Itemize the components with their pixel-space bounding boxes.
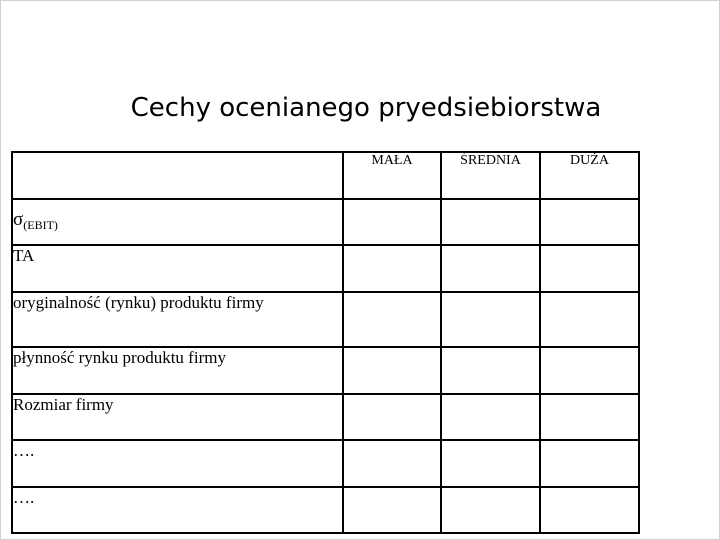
table-cell xyxy=(540,292,639,347)
characteristics-table xyxy=(11,151,640,534)
ebit-subscript: (EBIT) xyxy=(23,218,58,232)
row-label: TA xyxy=(12,245,343,292)
table-row xyxy=(12,347,639,394)
table-cell xyxy=(441,394,540,440)
row-label: oryginalność (rynku) produktu firmy xyxy=(12,292,343,347)
table-cell xyxy=(343,245,441,292)
table-row xyxy=(12,199,639,245)
table-cell xyxy=(441,245,540,292)
row-label: Rozmiar firmy xyxy=(12,394,343,440)
table-cell xyxy=(343,487,441,533)
header-cell-large: DUŻA xyxy=(540,152,639,199)
row-label: płynność rynku produktu firmy xyxy=(12,347,343,394)
table-cell xyxy=(441,487,540,533)
sigma-symbol: σ xyxy=(13,209,24,230)
table-cell xyxy=(540,394,639,440)
table-cell xyxy=(343,394,441,440)
table-cell xyxy=(343,440,441,487)
table-cell xyxy=(540,487,639,533)
header-cell-medium: ŚREDNIA xyxy=(441,152,540,199)
table-cell xyxy=(343,347,441,394)
table-cell xyxy=(441,199,540,245)
table-cell xyxy=(441,347,540,394)
row-label: …. xyxy=(12,487,343,533)
header-cell-small: MAŁA xyxy=(343,152,441,199)
table-row xyxy=(12,487,639,533)
table-cell xyxy=(540,440,639,487)
row-label-sigma-ebit xyxy=(12,199,343,245)
row-label: …. xyxy=(12,440,343,487)
table-cell xyxy=(540,245,639,292)
header-cell-empty xyxy=(12,152,343,199)
table-cell xyxy=(540,347,639,394)
table-cell xyxy=(343,199,441,245)
table-row xyxy=(12,394,639,440)
slide-title: Cechy ocenianego pryedsiebiorstwa xyxy=(130,93,602,123)
table-cell xyxy=(343,292,441,347)
table-header-row xyxy=(12,152,639,199)
table-row xyxy=(12,292,639,347)
table-cell xyxy=(441,440,540,487)
table-row xyxy=(12,245,639,292)
table-row xyxy=(12,440,639,487)
table-cell xyxy=(540,199,639,245)
table-cell xyxy=(441,292,540,347)
